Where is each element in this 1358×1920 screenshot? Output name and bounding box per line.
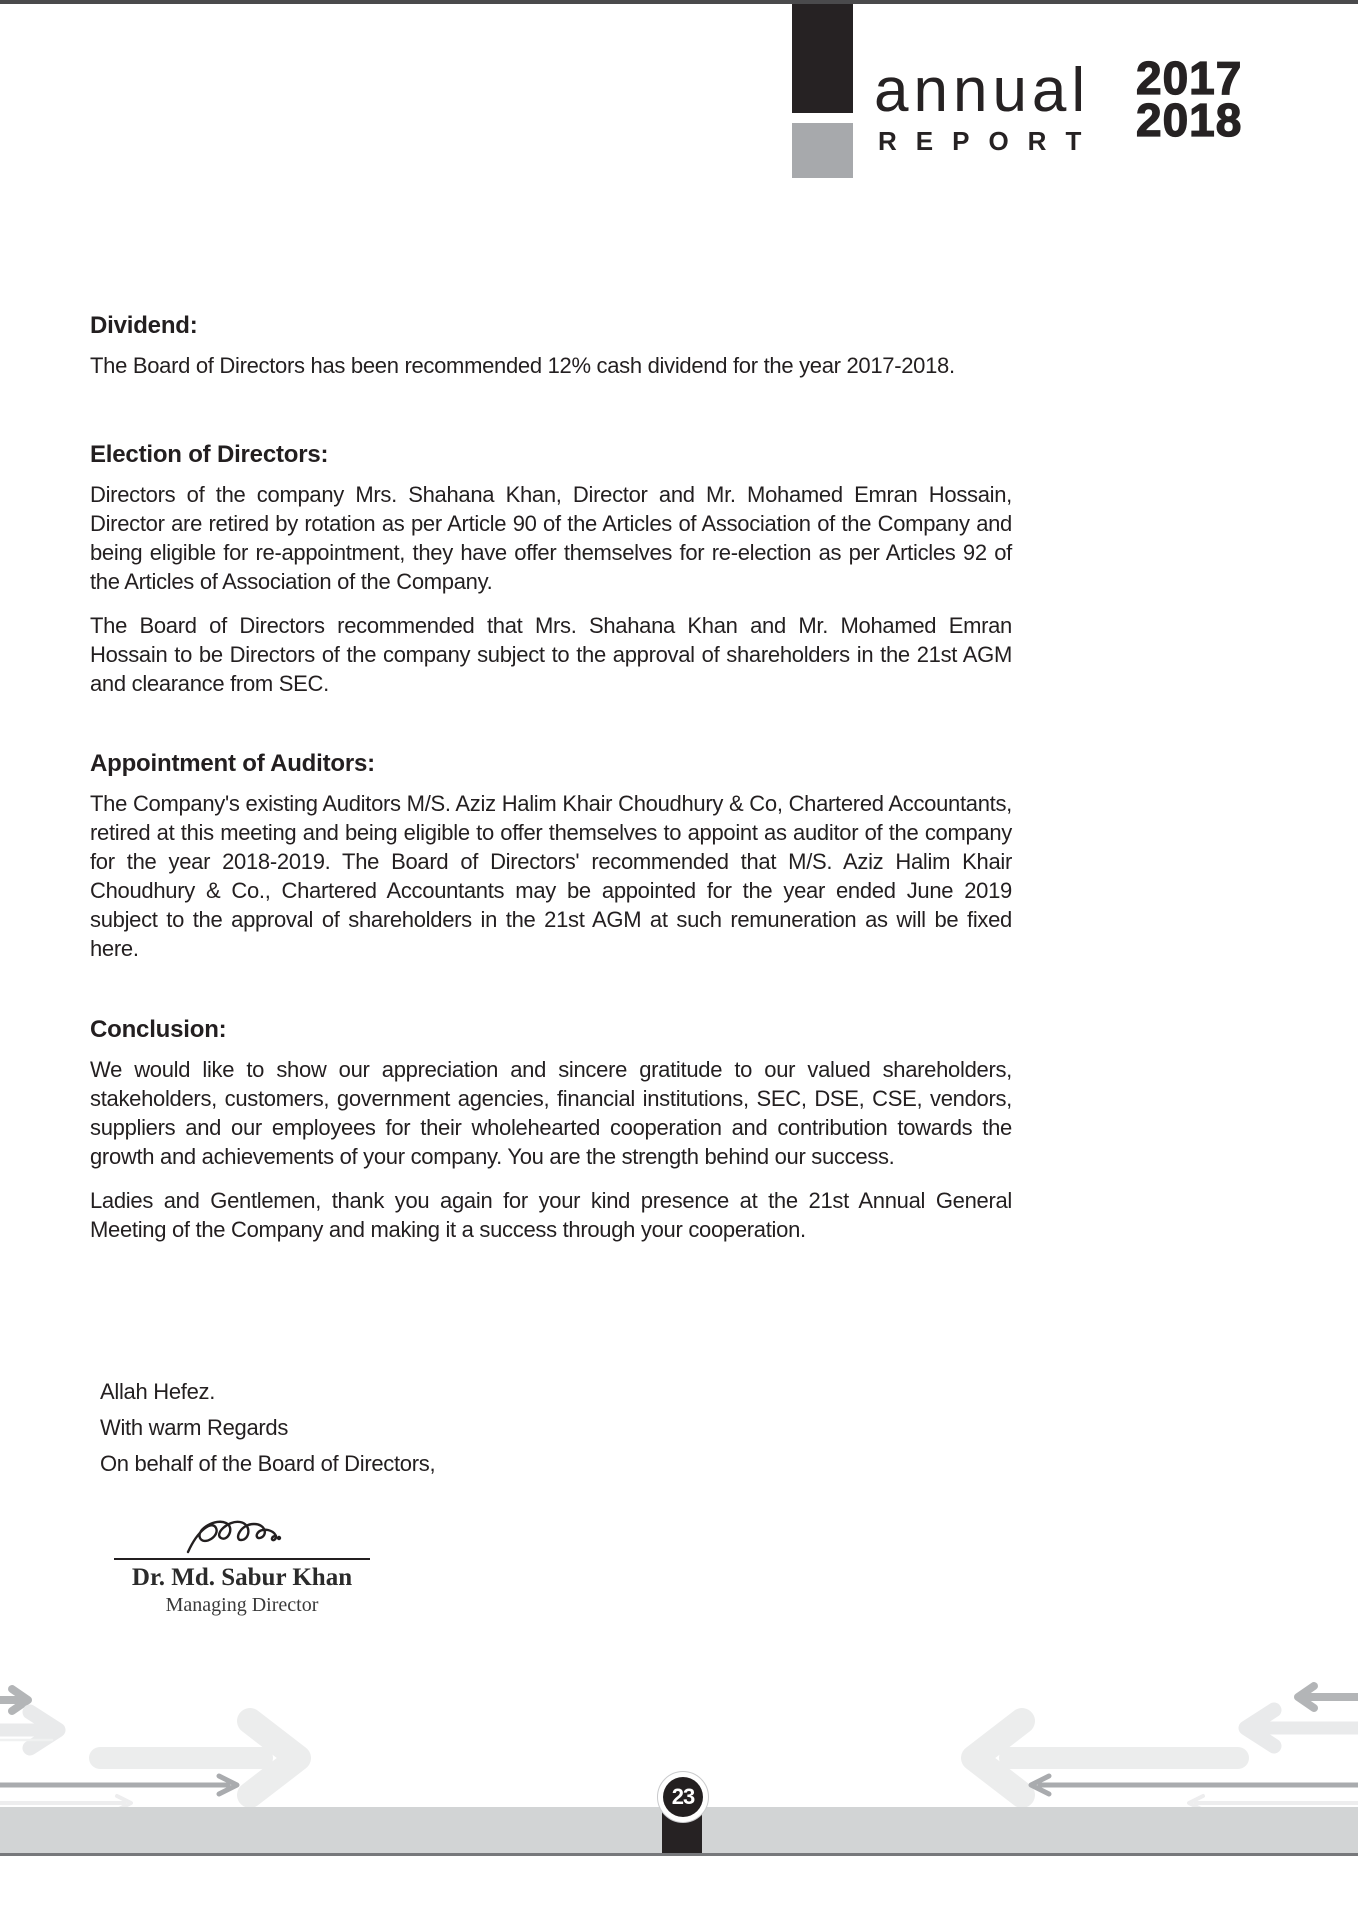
closing-line: On behalf of the Board of Directors, bbox=[100, 1451, 436, 1476]
section-dividend bbox=[90, 312, 1012, 395]
brand-title: annual bbox=[874, 56, 1091, 125]
paragraph: We would like to show our appreciation and sincere gratitude to our valued shareholders, stakeholders, customers, government agencies, financial institutions, SEC, DSE, CSE, vendors, suppliers and our employees for their wholehearted cooperation and contribution towards the growth and achievements of your company. You are the strength behind our success. bbox=[90, 1057, 1012, 1169]
signatory-title: Managing Director bbox=[165, 1594, 319, 1616]
section-election-of-directors bbox=[90, 441, 1012, 713]
brand-year-bottom: 2018 bbox=[1136, 94, 1243, 146]
closing-line: With warm Regards bbox=[100, 1415, 289, 1440]
arrow-right-icon bbox=[0, 1689, 28, 1711]
signature-line bbox=[114, 1558, 370, 1560]
section-heading: Conclusion: bbox=[90, 1016, 227, 1043]
signature-block bbox=[112, 1516, 372, 1617]
section-conclusion bbox=[90, 1016, 1012, 1259]
section-heading: Dividend: bbox=[90, 312, 198, 339]
paragraph: The Board of Directors recommended that Mrs. Shahana Khan and Mr. Mohamed Emran Hossain to be Directors of the company subject to the approval of shareholders in the 21st AGM and clearance from SEC. bbox=[90, 613, 1012, 696]
brand-year-top: 2017 bbox=[1136, 52, 1243, 104]
page-number-badge bbox=[657, 1771, 709, 1823]
signatory-name: Dr. Md. Sabur Khan bbox=[131, 1564, 353, 1591]
brand-subtitle: REPORT bbox=[878, 126, 1101, 156]
arrow-left-icon bbox=[1298, 1686, 1358, 1708]
paragraph: Ladies and Gentlemen, thank you again for your kind presence at the 21st Annual General Meeting of the Company and making it a success through your cooperation. bbox=[90, 1188, 1012, 1242]
arrow-left-icon bbox=[1031, 1776, 1358, 1794]
section-heading: Appointment of Auditors: bbox=[90, 750, 375, 777]
closing-line: Allah Hefez. bbox=[100, 1379, 216, 1404]
arrow-left-icon bbox=[1246, 1710, 1358, 1746]
section-appointment-of-auditors bbox=[90, 750, 1012, 978]
paragraph: The Company's existing Auditors M/S. Aziz Halim Khair Choudhury & Co, Chartered Accountants, retired at this meeting and being eligible to offer themselves to appoint as auditor of the company for the year 2018-2019. The Board of Directors' recommended that M/S. Aziz Halim Khair Choudhury & Co., Chartered Accountants may be appointed for the year ended June 2019 subject to the approval of shareholders in the 21st AGM at such remuneration as will be fixed here. bbox=[90, 791, 1012, 961]
page-number: 23 bbox=[671, 1784, 695, 1809]
paragraph: Directors of the company Mrs. Shahana Khan, Director and Mr. Mohamed Emran Hossain, Director are retired by rotation as per Article 90 of the Articles of Association of the Company and being eligible for re-appointment, they have offer themselves for re-election as per Articles 92 of the Articles of Association of the Company. bbox=[90, 482, 1012, 594]
signature-scribble-icon bbox=[182, 1516, 302, 1560]
brand-years bbox=[1136, 52, 1243, 146]
page-number-circle bbox=[663, 1777, 703, 1817]
logo-gray-block bbox=[792, 123, 853, 178]
arrow-right-icon bbox=[0, 1712, 58, 1748]
paragraph: The Board of Directors has been recommended 12% cash dividend for the year 2017-2018. bbox=[90, 353, 955, 378]
section-heading: Election of Directors: bbox=[90, 441, 329, 468]
arrow-right-icon bbox=[0, 1776, 237, 1794]
closing-block bbox=[100, 1374, 800, 1482]
top-rule bbox=[0, 0, 1358, 4]
logo-black-block bbox=[792, 4, 853, 113]
